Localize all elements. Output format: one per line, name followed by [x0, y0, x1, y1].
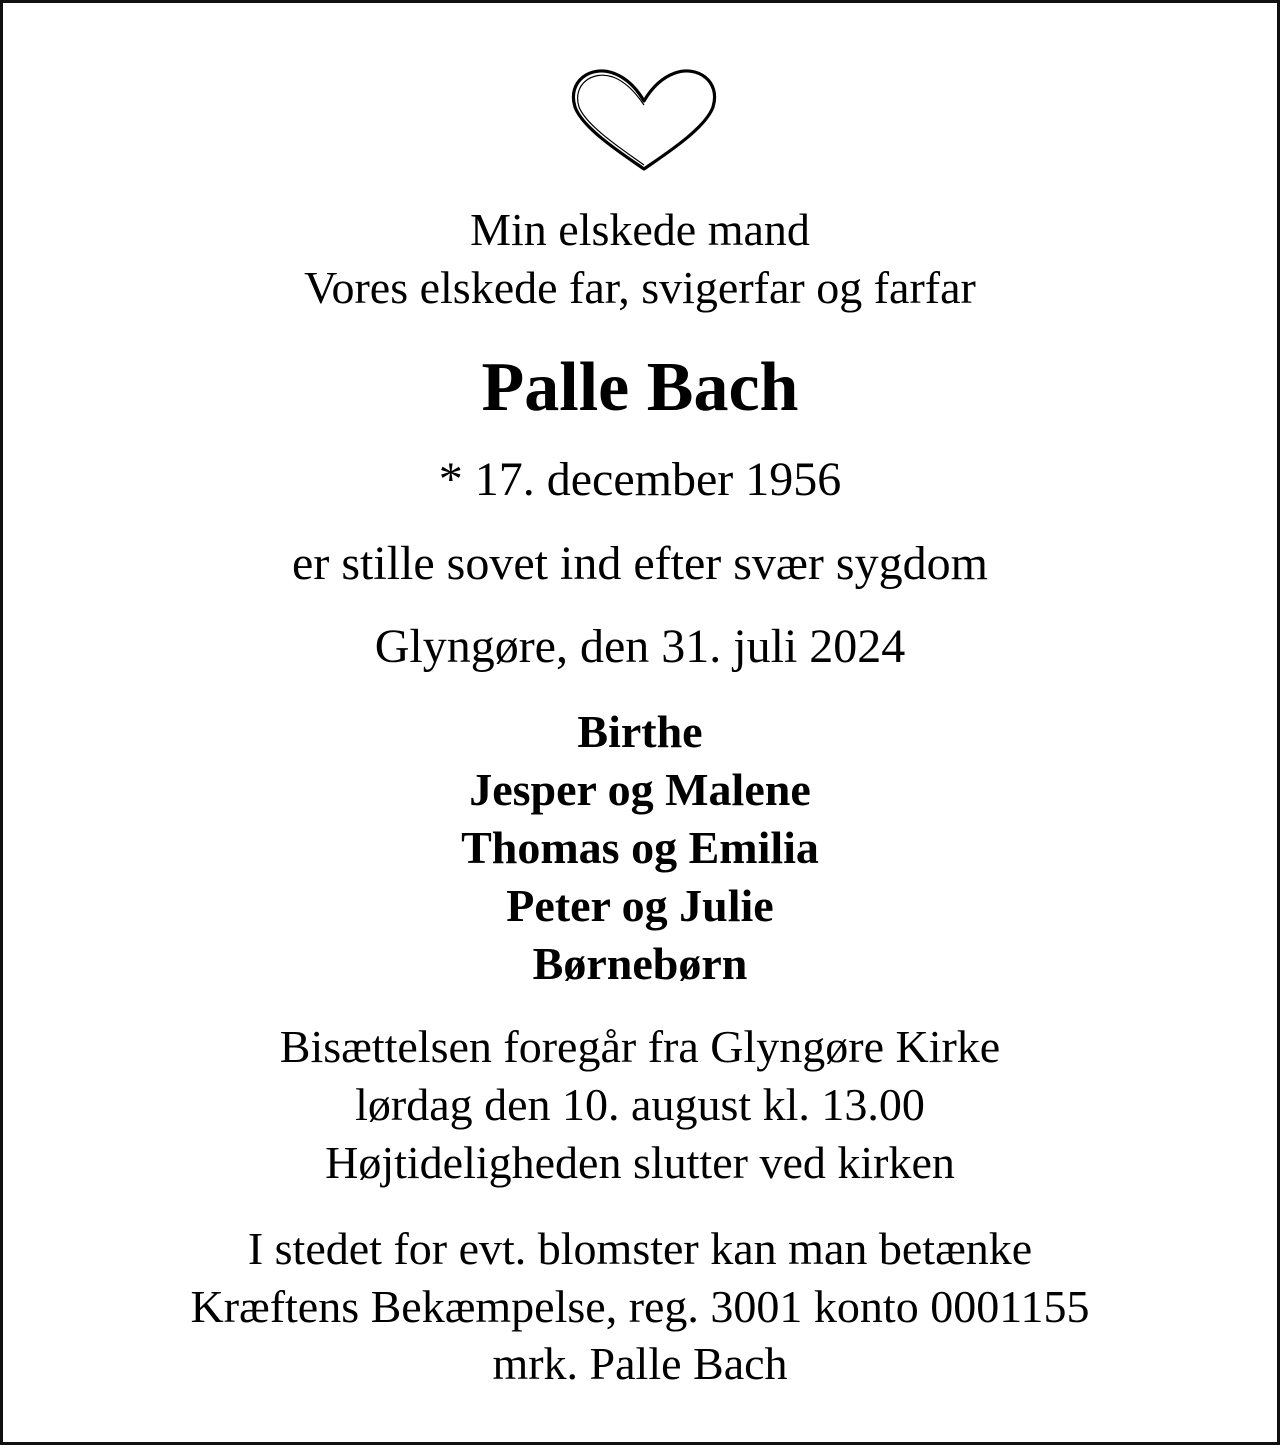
- donation-line-2: Kræftens Bekæmpelse, reg. 3001 konto 0001155: [190, 1281, 1090, 1332]
- place-and-date: Glyngøre, den 31. juli 2024: [374, 620, 906, 673]
- family-member: Jesper og Malene: [469, 764, 811, 815]
- heart-outline-icon: [569, 65, 719, 175]
- death-statement: er stille sovet ind efter svær sygdom: [292, 537, 988, 590]
- funeral-line-2: lørdag den 10. august kl. 13.00: [355, 1079, 925, 1130]
- intro-line-2: Vores elskede far, svigerfar og farfar: [304, 262, 976, 313]
- donation-line-1: I stedet for evt. blomster kan man betænke: [247, 1223, 1033, 1274]
- donation-line-3: mrk. Palle Bach: [492, 1338, 788, 1389]
- funeral-line-3: Højtideligheden slutter ved kirken: [325, 1137, 955, 1188]
- family-member: Peter og Julie: [506, 880, 774, 931]
- funeral-line-1: Bisættelsen foregår fra Glyngøre Kirke: [279, 1021, 1001, 1072]
- intro-line-1: Min elskede mand: [470, 204, 810, 255]
- family-member: Thomas og Emilia: [461, 822, 819, 873]
- family-member: Birthe: [577, 706, 703, 757]
- deceased-name: Palle Bach: [481, 349, 799, 426]
- family-member: Børnebørn: [532, 938, 748, 989]
- birth-date: * 17. december 1956: [438, 453, 842, 506]
